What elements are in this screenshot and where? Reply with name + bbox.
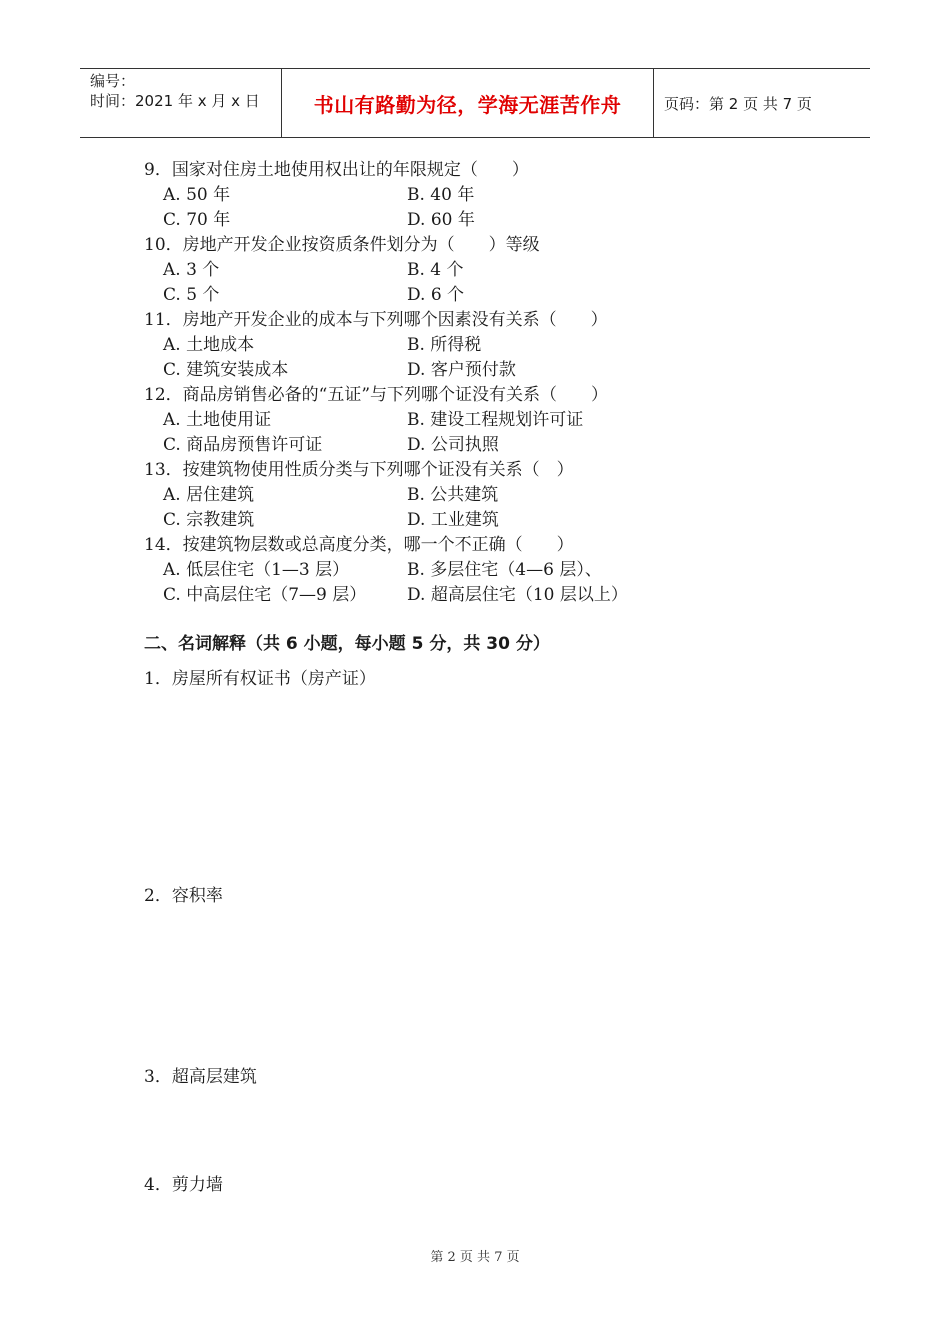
option-c: C. 70 年 xyxy=(163,210,231,230)
option-a: A. 土地成本 xyxy=(163,335,255,355)
question-stem: 14．按建筑物层数或总高度分类，哪一个不正确（ ） xyxy=(144,535,574,555)
option-b: B. 多层住宅（4—6 层）、 xyxy=(407,560,602,580)
option-b: B. 40 年 xyxy=(407,185,475,205)
option-c: C. 中高层住宅（7—9 层） xyxy=(163,585,367,605)
term-item: 2．容积率 xyxy=(144,886,223,906)
section-title: 二、名词解释（共 6 小题，每小题 5 分，共 30 分） xyxy=(144,634,550,654)
option-b: B. 公共建筑 xyxy=(407,485,499,505)
question-item xyxy=(144,458,844,533)
option-a: A. 3 个 xyxy=(163,260,220,280)
question-stem: 11．房地产开发企业的成本与下列哪个因素没有关系（ ） xyxy=(144,310,608,330)
multiple-choice-questions xyxy=(144,158,844,608)
option-d: D. 客户预付款 xyxy=(407,360,516,380)
option-d: D. 超高层住宅（10 层以上） xyxy=(407,585,628,605)
page-footer: 第 2 页 共 7 页 xyxy=(430,1250,520,1265)
question-item xyxy=(144,158,844,233)
term-item: 1．房屋所有权证书（房产证） xyxy=(144,669,376,689)
option-d: D. 工业建筑 xyxy=(407,510,499,530)
document-number-label: 编号： xyxy=(90,72,136,90)
option-a: A. 居住建筑 xyxy=(163,485,255,505)
option-a: A. 50 年 xyxy=(163,185,231,205)
header-meta xyxy=(80,69,282,137)
option-c: C. 建筑安装成本 xyxy=(163,360,289,380)
question-stem: 13．按建筑物使用性质分类与下列哪个证没有关系（ ） xyxy=(144,460,574,480)
option-b: B. 4 个 xyxy=(407,260,464,280)
header-motto: 书山有路勤为径，学海无涯苦作舟 xyxy=(313,92,622,117)
page-header xyxy=(80,68,870,138)
option-c: C. 宗教建筑 xyxy=(163,510,255,530)
document-time-label: 时间：2021 年 x 月 x 日 xyxy=(90,92,260,110)
header-page-info: 页码：第 2 页 共 7 页 xyxy=(664,94,812,113)
question-item xyxy=(144,533,844,608)
term-item: 3．超高层建筑 xyxy=(144,1067,257,1087)
option-a: A. 低层住宅（1—3 层） xyxy=(163,560,350,580)
question-item xyxy=(144,308,844,383)
option-d: D. 公司执照 xyxy=(407,435,499,455)
question-stem: 12．商品房销售必备的“五证”与下列哪个证没有关系（ ） xyxy=(144,385,609,405)
option-d: D. 6 个 xyxy=(407,285,465,305)
question-stem: 9．国家对住房土地使用权出让的年限规定（ ） xyxy=(144,160,529,180)
question-item xyxy=(144,233,844,308)
option-d: D. 60 年 xyxy=(407,210,475,230)
option-c: C. 商品房预售许可证 xyxy=(163,435,323,455)
header-motto-cell xyxy=(282,69,654,137)
question-item xyxy=(144,383,844,458)
option-c: C. 5 个 xyxy=(163,285,220,305)
term-item: 4．剪力墙 xyxy=(144,1175,223,1195)
option-a: A. 土地使用证 xyxy=(163,410,272,430)
question-stem: 10．房地产开发企业按资质条件划分为（ ）等级 xyxy=(144,235,540,255)
option-b: B. 所得税 xyxy=(407,335,482,355)
option-b: B. 建设工程规划许可证 xyxy=(407,410,584,430)
